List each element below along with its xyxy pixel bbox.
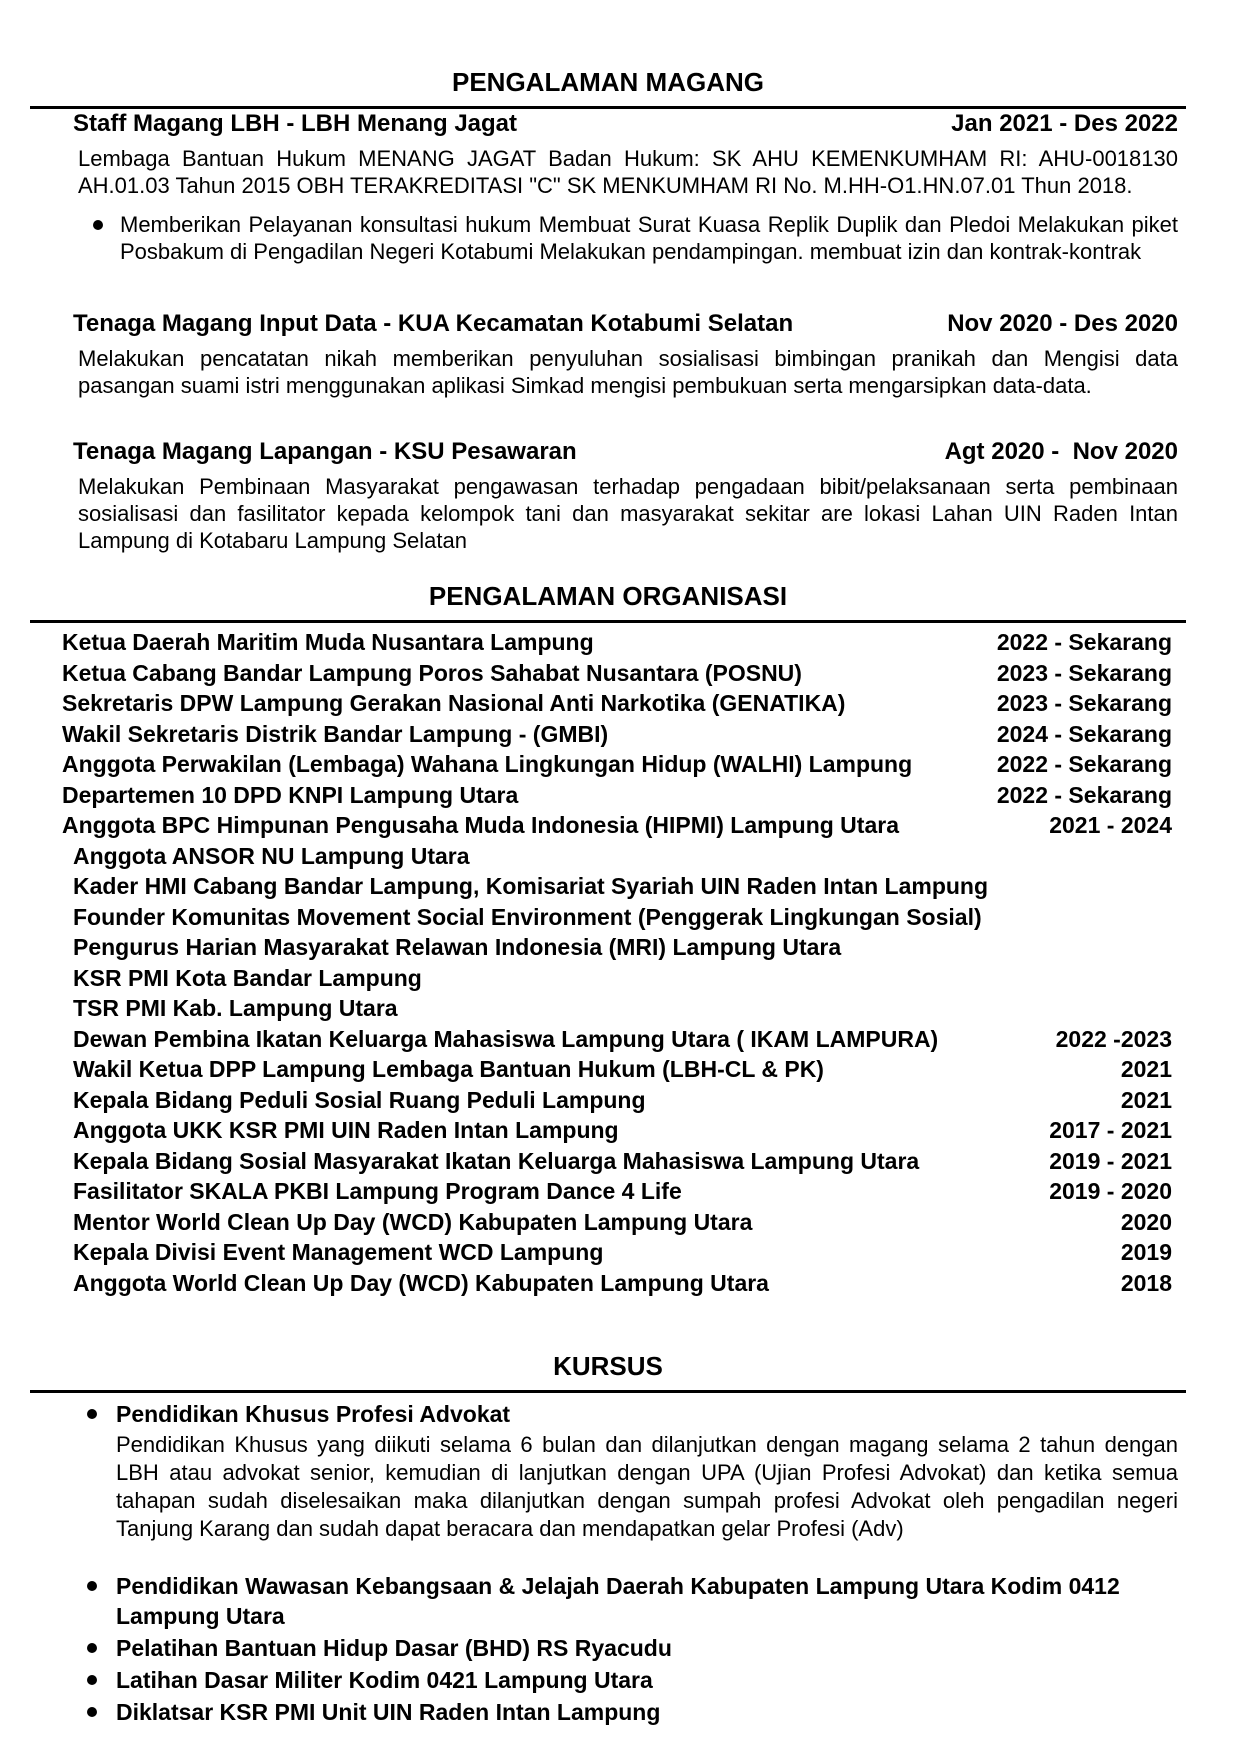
org-row-13 bbox=[62, 993, 1172, 1024]
course-4-body bbox=[116, 1665, 1178, 1695]
org-role: Anggota ANSOR NU Lampung Utara bbox=[73, 842, 470, 869]
job-2-header bbox=[30, 311, 1186, 337]
section-pengalaman-organisasi bbox=[30, 580, 1186, 1298]
org-period: 2020 bbox=[1120, 1208, 1172, 1235]
job-entry-3 bbox=[30, 439, 1186, 554]
org-period: 2021 bbox=[1120, 1056, 1172, 1082]
org-row-9 bbox=[62, 871, 1172, 902]
job-3-period: Agt 2020 - Nov 2020 bbox=[944, 438, 1178, 465]
bullet-dot-icon bbox=[87, 1643, 97, 1653]
org-period: 2017 - 2021 bbox=[1049, 1117, 1172, 1143]
org-row-12 bbox=[62, 963, 1172, 994]
org-period: 2022 - Sekarang bbox=[996, 629, 1172, 655]
org-row-5 bbox=[62, 749, 1172, 780]
org-role: Wakil Ketua DPP Lampung Lembaga Bantuan Hukum (LBH-CL & PK) bbox=[73, 1056, 824, 1082]
org-row-20 bbox=[62, 1207, 1172, 1238]
org-row-1 bbox=[62, 627, 1172, 658]
org-role: Dewan Pembina Ikatan Keluarga Mahasiswa Lampung Utara ( IKAM LAMPURA) bbox=[73, 1025, 939, 1052]
org-role: Departemen 10 DPD KNPI Lampung Utara bbox=[62, 781, 519, 808]
org-period: 2023 - Sekarang bbox=[996, 659, 1172, 686]
job-2-period: Nov 2020 - Des 2020 bbox=[947, 310, 1178, 337]
job-3-role: Tenaga Magang Lapangan - KSU Pesawaran bbox=[73, 438, 577, 465]
org-role: Pengurus Harian Masyarakat Relawan Indonesia (MRI) Lampung Utara bbox=[73, 934, 842, 960]
org-row-21 bbox=[62, 1237, 1172, 1268]
bullet-dot-icon bbox=[87, 1409, 97, 1419]
bullet-dot-icon bbox=[87, 1581, 97, 1591]
section-kursus bbox=[30, 1350, 1186, 1727]
org-row-15 bbox=[62, 1054, 1172, 1085]
course-1-title: Pendidikan Khusus Profesi Advokat bbox=[116, 1401, 511, 1427]
job-1-bullet-item bbox=[93, 211, 1178, 265]
course-1-description: Pendidikan Khusus yang diikuti selama 6 bulan dan dilanjutkan dengan magang selama 2 tahun dengan LBH atau advokat senior, kemudian di lanjutkan dengan UPA (Ujian Profesi Advokat) dan ketika semua tahapan sudah diselesaikan maka dilanjutkan dengan sumpah profesi Advokat oleh pengadilan negeri Tanjung Karang dan sudah dapat beracara dan mendapatkan gelar Profesi (Adv) bbox=[116, 1432, 1178, 1541]
course-1-body bbox=[116, 1399, 1178, 1543]
section-pengalaman-magang bbox=[30, 66, 1186, 554]
org-role: Anggota UKK KSR PMI UIN Raden Intan Lampung bbox=[73, 1117, 619, 1143]
course-3-body bbox=[116, 1633, 1178, 1663]
job-3-header bbox=[30, 439, 1186, 465]
job-1-description: Lembaga Bantuan Hukum MENANG JAGAT Badan Hukum: SK AHU KEMENKUMHAM RI: AHU-0018130 AH.01.03 Tahun 2015 OBH TERAKREDITASI "C" SK MENKUMHAM RI No. M.HH-O1.HN.07.01 Thun 2018. bbox=[78, 146, 1178, 198]
org-role: Ketua Daerah Maritim Muda Nusantara Lampung bbox=[62, 629, 594, 655]
org-row-2 bbox=[62, 658, 1172, 689]
org-row-18 bbox=[62, 1146, 1172, 1177]
job-entry-2 bbox=[30, 311, 1186, 399]
org-row-17 bbox=[62, 1115, 1172, 1146]
bullet-dot-icon bbox=[87, 1707, 97, 1717]
job-1-header bbox=[30, 111, 1186, 137]
course-5-title: Diklatsar KSR PMI Unit UIN Raden Intan Lampung bbox=[116, 1699, 661, 1725]
org-role: Kepala Bidang Peduli Sosial Ruang Peduli Lampung bbox=[73, 1086, 646, 1113]
org-period: 2019 - 2021 bbox=[1049, 1147, 1172, 1174]
course-item-1 bbox=[87, 1399, 1178, 1543]
job-1-period: Jan 2021 - Des 2022 bbox=[951, 110, 1178, 137]
org-period: 2018 bbox=[1120, 1269, 1172, 1296]
course-3-title: Pelatihan Bantuan Hidup Dasar (BHD) RS Ryacudu bbox=[116, 1635, 672, 1661]
org-row-16 bbox=[62, 1085, 1172, 1116]
org-row-4 bbox=[62, 719, 1172, 750]
org-period: 2021 - 2024 bbox=[1049, 812, 1172, 838]
org-role: Founder Komunitas Movement Social Environment (Penggerak Lingkungan Sosial) bbox=[73, 903, 982, 930]
org-role: Anggota World Clean Up Day (WCD) Kabupaten Lampung Utara bbox=[73, 1269, 769, 1296]
org-role: Kepala Divisi Event Management WCD Lampung bbox=[73, 1239, 604, 1265]
org-period: 2022 - Sekarang bbox=[996, 781, 1172, 808]
org-period: 2024 - Sekarang bbox=[996, 720, 1172, 747]
org-row-19 bbox=[62, 1176, 1172, 1207]
organisasi-section-title: PENGALAMAN ORGANISASI bbox=[30, 580, 1186, 623]
org-role: Kader HMI Cabang Bandar Lampung, Komisariat Syariah UIN Raden Intan Lampung bbox=[73, 873, 989, 899]
org-row-11 bbox=[62, 932, 1172, 963]
org-period: 2022 -2023 bbox=[1055, 1025, 1172, 1052]
course-item-2 bbox=[87, 1571, 1178, 1631]
org-role: Wakil Sekretaris Distrik Bandar Lampung - (GMBI) bbox=[62, 720, 609, 747]
org-role: Kepala Bidang Sosial Masyarakat Ikatan Keluarga Mahasiswa Lampung Utara bbox=[73, 1147, 920, 1174]
org-role: Fasilitator SKALA PKBI Lampung Program Dance 4 Life bbox=[73, 1178, 682, 1204]
org-role: Anggota Perwakilan (Lembaga) Wahana Lingkungan Hidup (WALHI) Lampung bbox=[62, 751, 913, 777]
course-item-5 bbox=[87, 1697, 1178, 1727]
job-2-description: Melakukan pencatatan nikah memberikan penyuluhan sosialisasi bimbingan pranikah dan Mengisi data pasangan suami istri menggunakan aplikasi Simkad mengisi pembukuan serta mengarsipkan data-data. bbox=[78, 346, 1178, 398]
course-4-title: Latihan Dasar Militer Kodim 0421 Lampung Utara bbox=[116, 1667, 653, 1693]
job-entry-1 bbox=[30, 111, 1186, 265]
org-period: 2021 bbox=[1120, 1086, 1172, 1113]
org-role: Anggota BPC Himpunan Pengusaha Muda Indonesia (HIPMI) Lampung Utara bbox=[62, 812, 899, 838]
org-row-10 bbox=[62, 902, 1172, 933]
job-2-role: Tenaga Magang Input Data - KUA Kecamatan Kotabumi Selatan bbox=[73, 310, 794, 337]
course-2-title: Pendidikan Wawasan Kebangsaan & Jelajah Daerah Kabupaten Lampung Utara Kodim 0412 Lampung Utara bbox=[116, 1573, 1120, 1629]
org-row-14 bbox=[62, 1024, 1172, 1055]
course-item-4 bbox=[87, 1665, 1178, 1695]
magang-section-title: PENGALAMAN MAGANG bbox=[30, 66, 1186, 109]
org-role: TSR PMI Kab. Lampung Utara bbox=[73, 995, 398, 1021]
bullet-dot-icon bbox=[93, 220, 103, 230]
organisasi-list bbox=[62, 627, 1172, 1298]
org-row-3 bbox=[62, 688, 1172, 719]
course-5-body bbox=[116, 1697, 1178, 1727]
org-period: 2019 - 2020 bbox=[1049, 1178, 1172, 1204]
bullet-dot-icon bbox=[87, 1675, 97, 1685]
org-role: Ketua Cabang Bandar Lampung Poros Sahabat Nusantara (POSNU) bbox=[62, 659, 802, 686]
job-3-description: Melakukan Pembinaan Masyarakat pengawasan terhadap pengadaan bibit/pelaksanaan serta pembinaan sosialisasi dan fasilitator kepada kelompok tani dan masyarakat sekitar are lokasi Lahan UIN Raden Intan Lampung di Kotabaru Lampung Selatan bbox=[78, 474, 1178, 553]
org-row-22 bbox=[62, 1268, 1172, 1299]
job-1-bullet-text: Memberikan Pelayanan konsultasi hukum Membuat Surat Kuasa Replik Duplik dan Pledoi Melakukan piket Posbakum di Pengadilan Negeri Kotabumi Melakukan pendampingan. membuat izin dan kontrak-kontrak bbox=[120, 212, 1178, 264]
course-2-body bbox=[116, 1571, 1178, 1631]
org-role: Sekretaris DPW Lampung Gerakan Nasional Anti Narkotika (GENATIKA) bbox=[62, 690, 846, 716]
org-row-7 bbox=[62, 810, 1172, 841]
kursus-section-title: KURSUS bbox=[30, 1350, 1186, 1393]
org-role: Mentor World Clean Up Day (WCD) Kabupaten Lampung Utara bbox=[73, 1208, 753, 1235]
org-row-6 bbox=[62, 780, 1172, 811]
job-1-role: Staff Magang LBH - LBH Menang Jagat bbox=[73, 110, 518, 137]
org-period: 2022 - Sekarang bbox=[996, 751, 1172, 777]
course-item-3 bbox=[87, 1633, 1178, 1663]
org-period: 2023 - Sekarang bbox=[996, 690, 1172, 716]
org-role: KSR PMI Kota Bandar Lampung bbox=[73, 964, 422, 991]
org-period: 2019 bbox=[1120, 1239, 1172, 1265]
org-row-8 bbox=[62, 841, 1172, 872]
